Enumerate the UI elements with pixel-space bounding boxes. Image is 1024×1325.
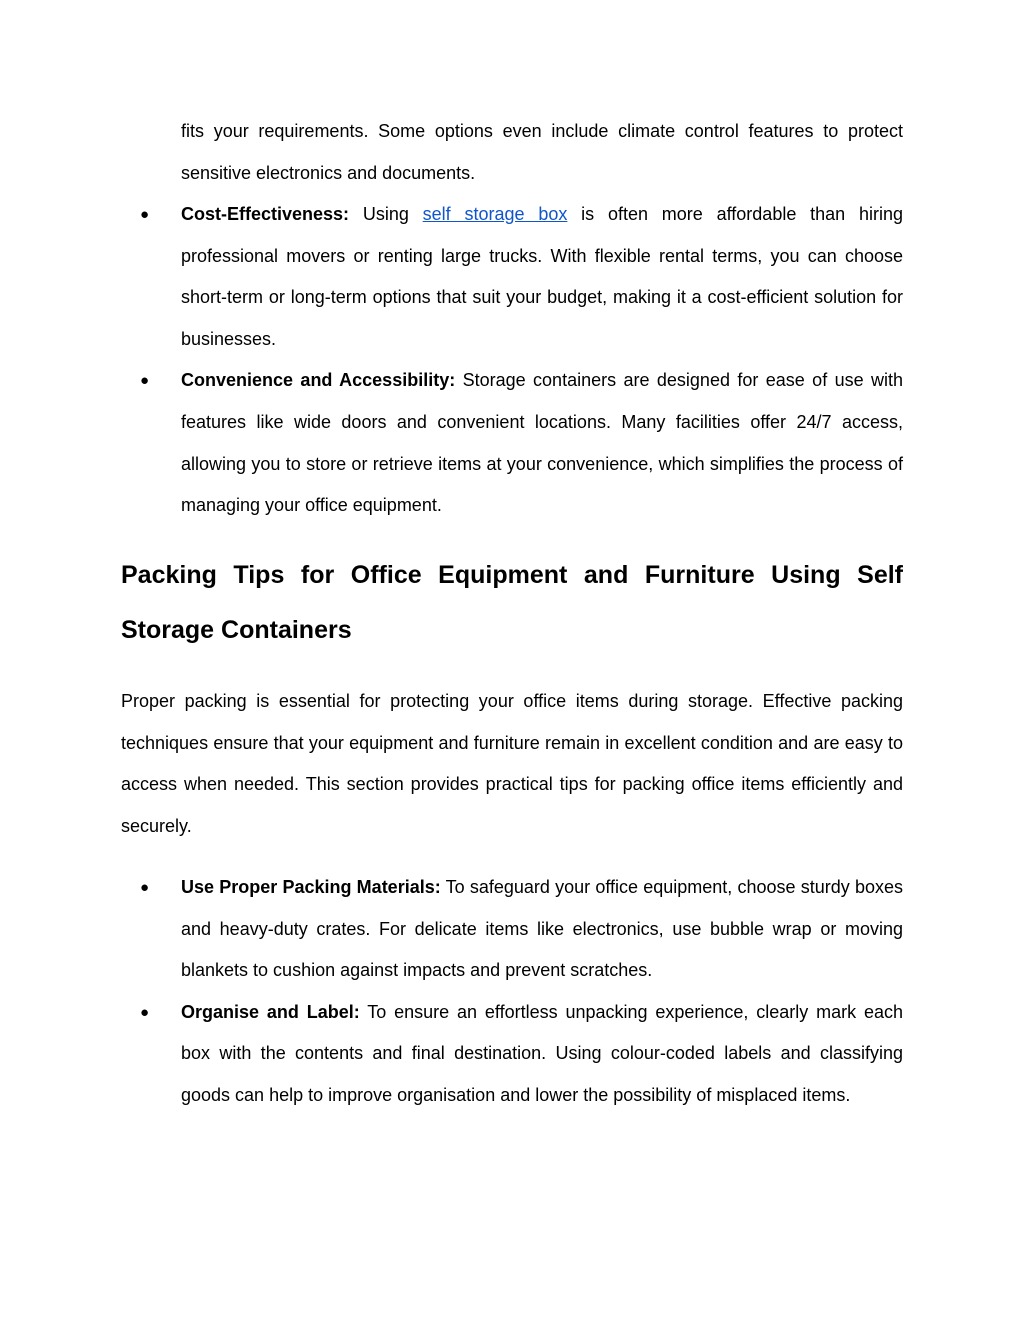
bullet-icon: ●	[140, 206, 150, 223]
bullet-icon: ●	[140, 1003, 150, 1021]
list-item-cost-effectiveness	[121, 194, 903, 360]
bullet-icon: ●	[140, 372, 150, 390]
list-item-text: To safeguard your office equipment, choose sturdy boxes and heavy-duty crates. For delicate items like electronics, use bubble wrap or moving blankets to cushion against impacts and prevent scratches.	[181, 877, 903, 981]
list-item-convenience	[121, 360, 903, 526]
section-heading: Packing Tips for Office Equipment and Furniture Using Self Storage Containers	[121, 561, 903, 644]
tips-list	[121, 867, 903, 1117]
list-item-term: Convenience and Accessibility:	[181, 370, 456, 391]
section-paragraph: Proper packing is essential for protecting your office items during storage. Effective packing techniques ensure that your equipment and furniture remain in excellent condition and are easy to access when needed. This section provides practical tips for packing office items efficiently and securely.	[121, 691, 903, 836]
continued-text: fits your requirements. Some options even include climate control features to protect sensitive electronics and documents.	[181, 121, 903, 183]
benefits-list	[121, 194, 903, 527]
continued-text-block	[121, 111, 903, 194]
list-item-text: To ensure an effortless unpacking experience, clearly mark each box with the contents and final destination. Using colour-coded labels and classifying goods can help to improve organisation and lower the possibility of misplaced items.	[181, 1001, 904, 1105]
section-paragraph-block	[121, 681, 903, 847]
list-item-organise-label	[121, 992, 903, 1117]
tips-list-block	[121, 867, 903, 1117]
list-item-text: is often more affordable than hiring professional movers or renting large trucks. With flexible rental terms, you can choose short-term or long-term options that suit your budget, making it a cost-efficient solution for businesses.	[181, 204, 904, 349]
self-storage-box-link[interactable]: self storage box	[422, 204, 568, 224]
list-item-term: Organise and Label:	[181, 1001, 360, 1022]
benefits-list-block	[121, 194, 903, 527]
bullet-icon: ●	[140, 879, 150, 896]
list-item-text: Storage containers are designed for ease of use with features like wide doors and convenient locations. Many facilities offer 24/7 access, allowing you to store or retrieve items at your convenience, which simplifies the process of managing your office equipment.	[181, 370, 904, 516]
list-item-term: Cost-Effectiveness:	[181, 204, 350, 224]
list-item-text: Using	[349, 204, 423, 224]
list-item-term: Use Proper Packing Materials:	[181, 877, 441, 897]
list-item-packing-materials	[121, 867, 903, 992]
section-heading-block	[121, 548, 903, 658]
